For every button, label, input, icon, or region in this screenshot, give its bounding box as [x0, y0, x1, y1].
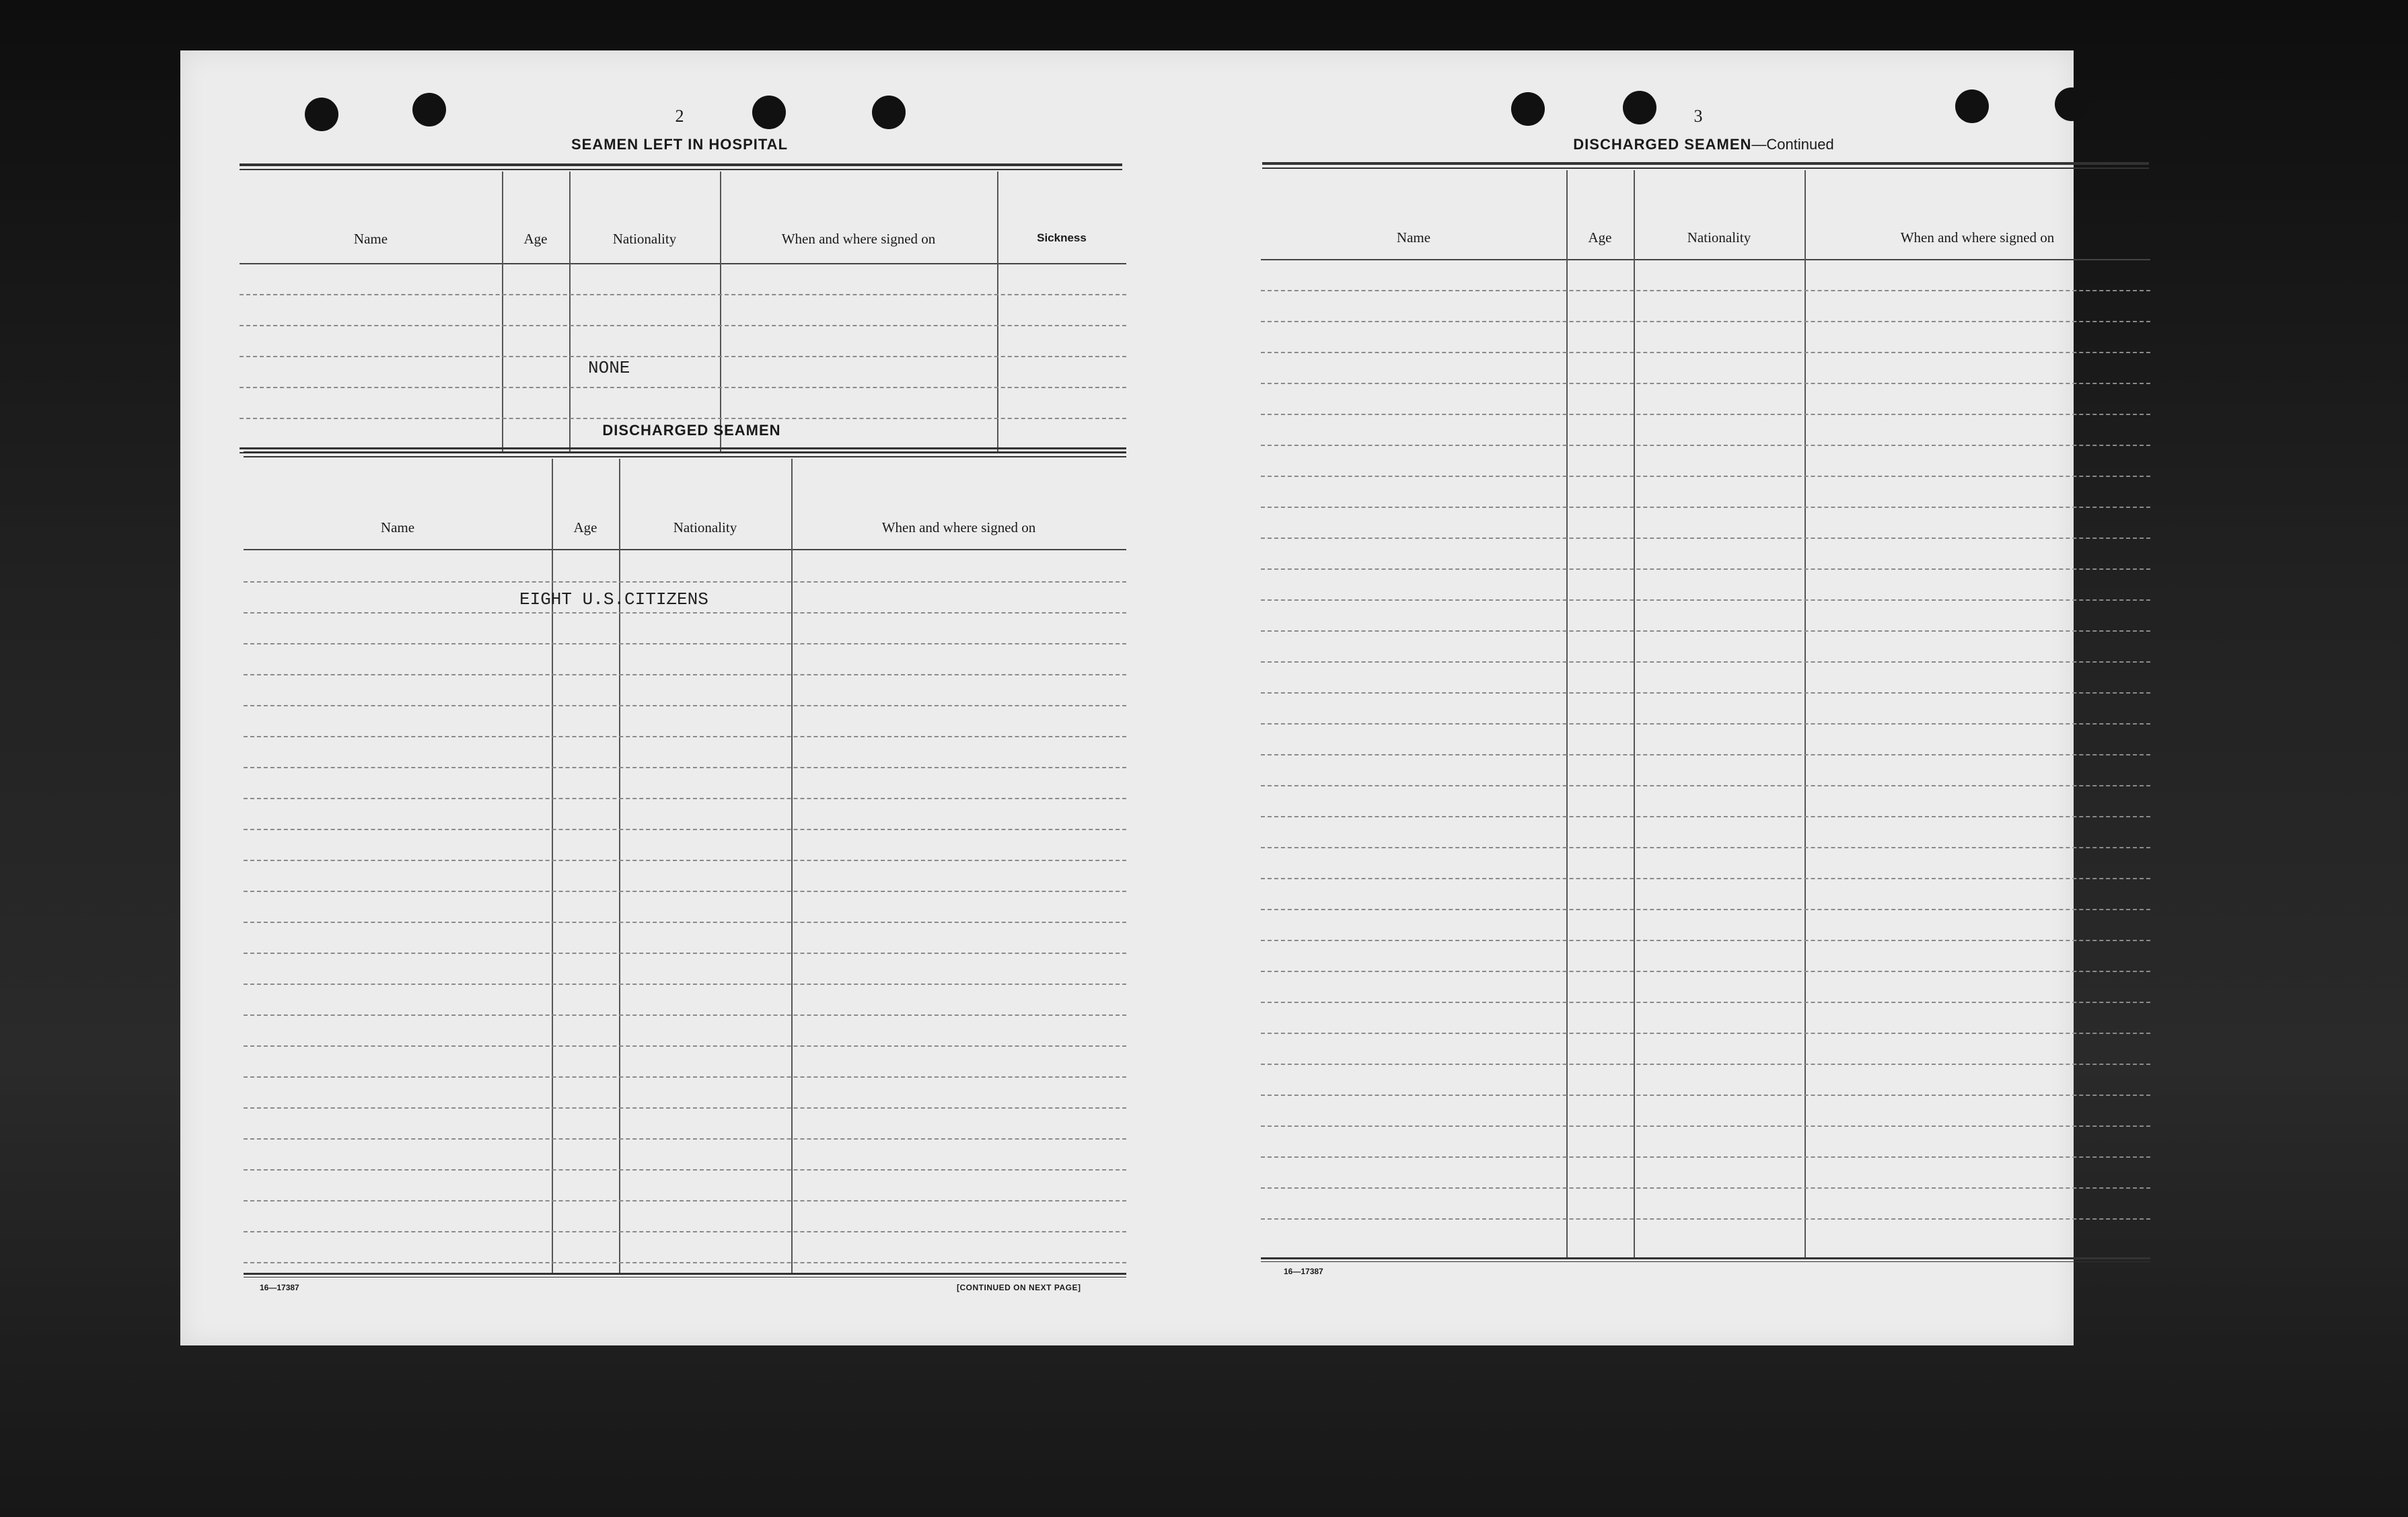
title-rule	[1262, 162, 2149, 165]
row-line	[244, 922, 1126, 923]
row-line	[1261, 785, 2150, 786]
title-rule	[240, 169, 1122, 170]
punch-hole	[2055, 87, 2088, 121]
hospital-section-title: SEAMEN LEFT IN HOSPITAL	[571, 136, 789, 153]
row-line	[1261, 692, 2150, 694]
form-number-right: 16—17387	[1284, 1267, 1323, 1276]
row-line	[244, 1076, 1126, 1078]
row-line	[1261, 414, 2150, 415]
row-line	[1261, 1033, 2150, 1034]
discharged-entry: EIGHT U.S.CITIZENS	[519, 589, 708, 609]
discharged-table-right	[1261, 170, 2150, 1257]
column-divider	[997, 172, 998, 453]
row-line	[244, 953, 1126, 954]
row-line	[244, 736, 1126, 737]
punch-hole	[1511, 92, 1545, 126]
row-line	[1261, 754, 2150, 755]
table-bottom-rule	[1261, 1261, 2150, 1262]
discharged-table-left	[244, 459, 1126, 1273]
row-line	[244, 705, 1126, 706]
discharged-continued-title	[1549, 136, 1858, 153]
page-number-left: 2	[675, 106, 684, 126]
column-header-signed-on: When and where signed on	[881, 519, 1036, 535]
row-line	[1261, 940, 2150, 941]
row-line	[1261, 290, 2150, 291]
table-header	[244, 459, 1126, 550]
row-line	[244, 1169, 1126, 1171]
column-header-signed-on: When and where signed on	[1900, 229, 2055, 246]
row-line	[244, 860, 1126, 861]
form-number-left: 16—17387	[260, 1283, 299, 1292]
column-divider	[502, 172, 503, 453]
row-line	[1261, 538, 2150, 539]
column-header-name: Name	[353, 231, 388, 247]
title-rule	[240, 163, 1122, 166]
table-header	[1261, 170, 2150, 260]
column-header-nationality: Nationality	[673, 519, 737, 535]
row-line	[1261, 1095, 2150, 1096]
table-bottom-rule	[1261, 1257, 2150, 1259]
punch-hole	[1623, 91, 1656, 124]
column-header-age: Age	[1588, 229, 1612, 246]
table-bottom-rule	[240, 447, 1126, 449]
row-line	[244, 612, 1126, 614]
row-line	[1261, 847, 2150, 848]
row-line	[244, 1138, 1126, 1140]
row-line	[1261, 630, 2150, 632]
row-line	[244, 767, 1126, 768]
row-line	[244, 984, 1126, 985]
discharged-section-title: DISCHARGED SEAMEN	[602, 422, 781, 439]
row-line	[244, 798, 1126, 799]
column-divider	[720, 172, 721, 453]
row-line	[1261, 878, 2150, 879]
column-header-name: Name	[380, 519, 415, 535]
column-header-age: Age	[573, 519, 597, 535]
title-suffix: —Continued	[1751, 136, 1834, 153]
row-line	[240, 418, 1126, 419]
row-line	[244, 1014, 1126, 1016]
column-header-age: Age	[523, 231, 548, 247]
row-line	[1261, 1156, 2150, 1158]
row-line	[240, 325, 1126, 326]
row-line	[1261, 1125, 2150, 1127]
punch-hole	[305, 98, 338, 131]
punch-hole	[752, 96, 786, 129]
punch-hole	[412, 93, 446, 126]
row-line	[1261, 383, 2150, 384]
column-header-sickness: Sickness	[1037, 231, 1087, 244]
hospital-table	[240, 172, 1126, 453]
table-bottom-rule	[244, 1277, 1126, 1278]
row-line	[1261, 568, 2150, 570]
row-line	[244, 1045, 1126, 1047]
row-line	[244, 829, 1126, 830]
row-line	[244, 1200, 1126, 1201]
row-line	[1261, 352, 2150, 353]
row-line	[1261, 971, 2150, 972]
column-header-name: Name	[1396, 229, 1431, 246]
page-number-right: 3	[1693, 106, 1703, 126]
title-rule	[244, 456, 1126, 457]
row-line	[244, 1231, 1126, 1232]
row-line	[1261, 909, 2150, 910]
row-line	[1261, 723, 2150, 725]
column-divider	[569, 172, 571, 453]
row-line	[1261, 476, 2150, 477]
row-line	[1261, 1002, 2150, 1003]
row-line	[1261, 507, 2150, 508]
row-line	[1261, 661, 2150, 663]
title-rule	[1262, 168, 2149, 169]
continued-note: [CONTINUED ON NEXT PAGE]	[957, 1283, 1081, 1292]
column-header-nationality: Nationality	[1687, 229, 1751, 246]
row-line	[244, 1107, 1126, 1109]
row-line	[1261, 1064, 2150, 1065]
row-line	[244, 1262, 1126, 1263]
punch-hole	[872, 96, 906, 129]
column-header-signed-on: When and where signed on	[781, 231, 936, 247]
row-line	[1261, 1218, 2150, 1220]
row-line	[1261, 599, 2150, 601]
column-header-nationality: Nationality	[612, 231, 677, 247]
row-line	[1261, 445, 2150, 446]
row-line	[1261, 321, 2150, 322]
row-line	[244, 674, 1126, 675]
row-line	[240, 387, 1126, 388]
row-line	[1261, 816, 2150, 817]
row-line	[240, 294, 1126, 295]
hospital-entry: NONE	[588, 358, 630, 378]
table-bottom-rule	[244, 1273, 1126, 1275]
table-header	[240, 172, 1126, 264]
title-rule	[244, 451, 1126, 453]
row-line	[240, 356, 1126, 357]
punch-hole	[1955, 89, 1989, 123]
row-line	[1261, 1187, 2150, 1189]
row-line	[244, 891, 1126, 892]
row-line	[244, 581, 1126, 583]
title-text: DISCHARGED SEAMEN	[1573, 136, 1752, 153]
row-line	[244, 643, 1126, 644]
form-sheet	[180, 50, 2074, 1345]
